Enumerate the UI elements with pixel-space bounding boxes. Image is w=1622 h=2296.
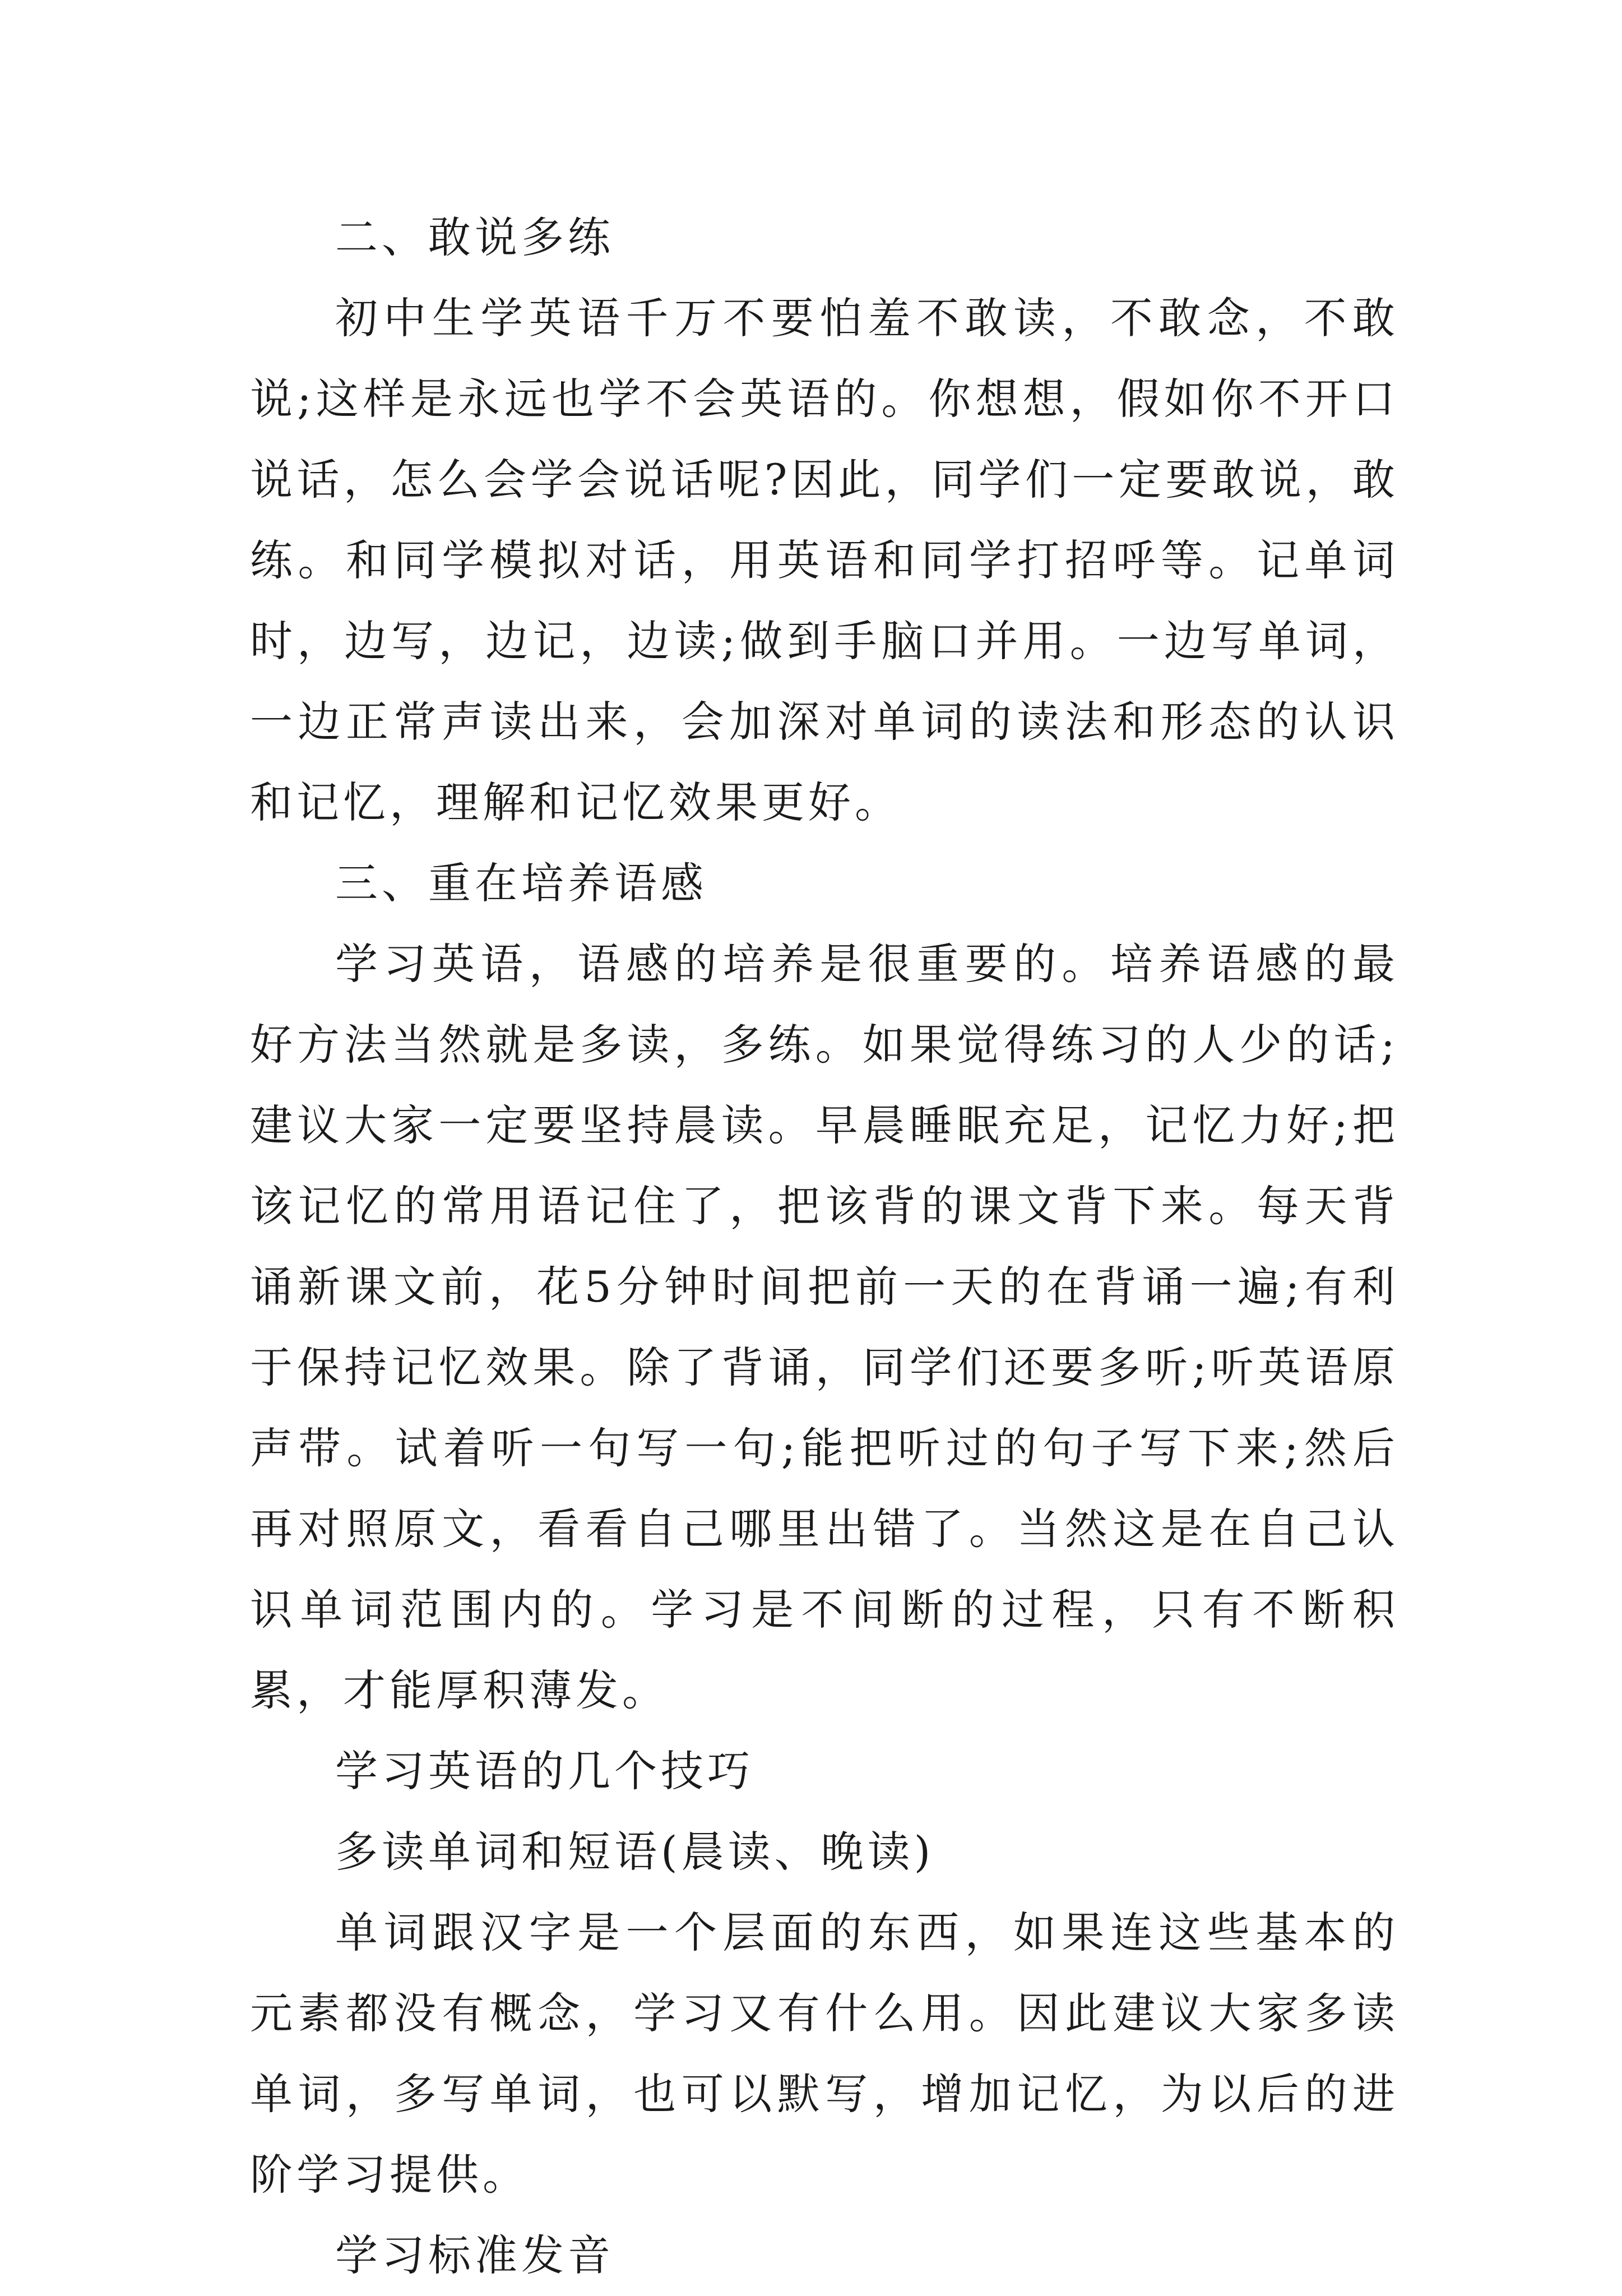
section-heading-speak-practice: 二、敢说多练	[335, 212, 614, 262]
document-body	[250, 197, 1399, 2296]
section-heading-tips: 学习英语的几个技巧	[335, 1746, 754, 1796]
subheading-pronunciation: 学习标准发音	[335, 2230, 614, 2280]
paragraph-speak-practice: 初中生学英语千万不要怕羞不敢读，不敢念，不敢说;这样是永远也学不会英语的。你想想，假如你不开口说话，怎么会学会说话呢?因此，同学们一定要敢说，敢练。和同学模拟对话，用英语和同学打招呼等。记单词时，边写，边记，边读;做到手脑口并用。一边写单词，一边正常声读出来，会加深对单词的读法和形态的认识和记忆，理解和记忆效果更好。	[250, 293, 1399, 827]
paragraph-language-sense: 学习英语，语感的培养是很重要的。培养语感的最好方法当然就是多读，多练。如果觉得练习的人少的话;建议大家一定要坚持晨读。早晨睡眠充足，记忆力好;把该记忆的常用语记住了，把该背的课文背下来。每天背诵新课文前，花5分钟时间把前一天的在背诵一遍;有利于保持记忆效果。除了背诵，同学们还要多听;听英语原声带。试着听一句写一句;能把听过的句子写下来;然后再对照原文，看看自己哪里出错了。当然这是在自己认识单词范围内的。学习是不间断的过程，只有不断积累，才能厚积薄发。	[250, 939, 1399, 1715]
subheading-read-words: 多读单词和短语(晨读、晚读)	[335, 1827, 935, 1877]
section-heading-language-sense: 三、重在培养语感	[335, 858, 707, 908]
paragraph-read-words: 单词跟汉字是一个层面的东西，如果连这些基本的元素都没有概念，学习又有什么用。因此建议大家多读单词，多写单词，也可以默写，增加记忆，为以后的进阶学习提供。	[250, 1908, 1399, 2200]
